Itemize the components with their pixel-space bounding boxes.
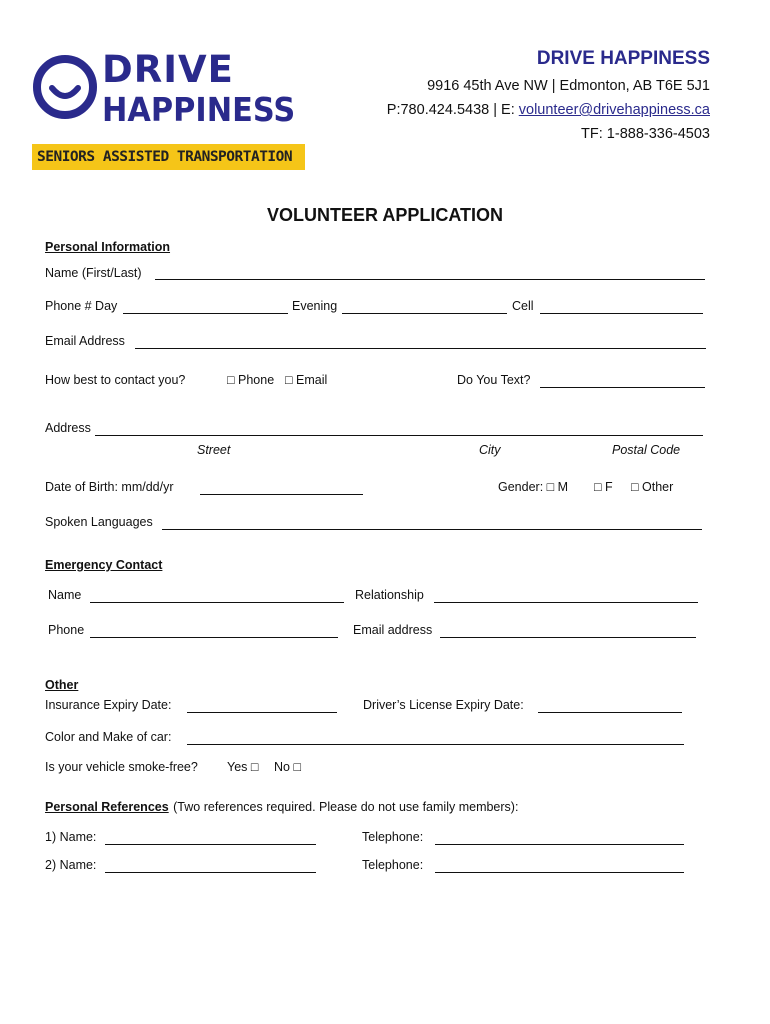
- gender-other-checkbox[interactable]: □ Other: [631, 480, 674, 494]
- personal-heading: Personal Information: [45, 240, 171, 254]
- car-label: Color and Make of car:: [45, 730, 172, 744]
- logo: [32, 48, 312, 172]
- gender-female-checkbox[interactable]: □ F: [594, 480, 613, 494]
- org-contact: [387, 102, 710, 118]
- references-heading-row: [45, 798, 518, 816]
- phone-day-field[interactable]: [123, 313, 288, 314]
- name-field[interactable]: [155, 279, 705, 280]
- logo-word-drive: DRIVE: [102, 48, 234, 91]
- ec-name-field[interactable]: [90, 602, 344, 603]
- text-field[interactable]: [540, 387, 705, 388]
- ec-relationship-field[interactable]: [434, 602, 698, 603]
- dob-field[interactable]: [200, 494, 363, 495]
- ref1-telephone-field[interactable]: [435, 844, 684, 845]
- text-question: Do You Text?: [457, 373, 531, 387]
- ref2-name-label: 2) Name:: [45, 858, 97, 872]
- cell-field[interactable]: [540, 313, 703, 314]
- languages-label: Spoken Languages: [45, 515, 153, 529]
- ec-email-field[interactable]: [440, 637, 696, 638]
- gender-male-checkbox[interactable]: Gender: □ M: [498, 480, 569, 494]
- ec-phone-label: Phone: [48, 623, 85, 637]
- smoke-yes-checkbox[interactable]: Yes □: [227, 760, 259, 774]
- phone-day-label: Phone # Day: [45, 299, 118, 313]
- city-caption: City: [479, 443, 501, 457]
- dob-label: Date of Birth: mm/dd/yr: [45, 480, 174, 494]
- license-field[interactable]: [538, 712, 682, 713]
- car-field[interactable]: [187, 744, 684, 745]
- contact-question: How best to contact you?: [45, 373, 186, 387]
- org-tollfree: TF: 1-888-336-4503: [581, 126, 710, 142]
- org-name: DRIVE HAPPINESS: [536, 48, 710, 69]
- license-label: Driver’s License Expiry Date:: [363, 698, 524, 712]
- name-label: Name (First/Last): [45, 266, 142, 280]
- address-field[interactable]: [95, 435, 703, 436]
- smoke-no-checkbox[interactable]: No □: [274, 760, 302, 774]
- email-link[interactable]: volunteer@drivehappiness.ca: [518, 102, 710, 118]
- ref1-name-label: 1) Name:: [45, 830, 97, 844]
- emergency-heading: Emergency Contact: [45, 558, 163, 572]
- evening-field[interactable]: [342, 313, 507, 314]
- contact-email-checkbox[interactable]: □ Email: [285, 373, 328, 387]
- ec-email-label: Email address: [353, 623, 433, 637]
- contact-phone-checkbox[interactable]: □ Phone: [227, 373, 275, 387]
- form-title: VOLUNTEER APPLICATION: [266, 205, 503, 225]
- email-field[interactable]: [135, 348, 706, 349]
- ec-name-label: Name: [48, 588, 82, 602]
- ref2-name-field[interactable]: [105, 872, 316, 873]
- street-caption: Street: [197, 443, 231, 457]
- evening-label: Evening: [292, 299, 338, 313]
- phone-email-prefix: P:780.424.5438 | E:: [386, 102, 519, 118]
- insurance-label: Insurance Expiry Date:: [45, 698, 172, 712]
- ec-phone-field[interactable]: [90, 637, 338, 638]
- org-address: 9916 45th Ave NW | Edmonton, AB T6E 5J1: [427, 78, 710, 94]
- languages-field[interactable]: [162, 529, 702, 530]
- postal-caption: Postal Code: [612, 443, 681, 457]
- ref1-telephone-label: Telephone:: [362, 830, 424, 844]
- logo-word-happiness: HAPPINESS: [102, 90, 296, 129]
- insurance-field[interactable]: [187, 712, 337, 713]
- other-heading: Other: [45, 678, 79, 692]
- logo-tagline: SENIORS ASSISTED TRANSPORTATION: [32, 144, 305, 170]
- ref1-name-field[interactable]: [105, 844, 316, 845]
- references-note: (Two references required. Please do not use family members):: [173, 800, 519, 814]
- ref2-telephone-field[interactable]: [435, 872, 684, 873]
- smiley-logo-icon: [32, 54, 98, 120]
- cell-label: Cell: [512, 299, 534, 313]
- address-label: Address: [45, 421, 91, 435]
- email-label: Email Address: [45, 334, 125, 348]
- ref2-telephone-label: Telephone:: [362, 858, 424, 872]
- ec-relationship-label: Relationship: [355, 588, 424, 602]
- references-heading: Personal References: [45, 800, 169, 814]
- smoke-question: Is your vehicle smoke-free?: [45, 760, 198, 774]
